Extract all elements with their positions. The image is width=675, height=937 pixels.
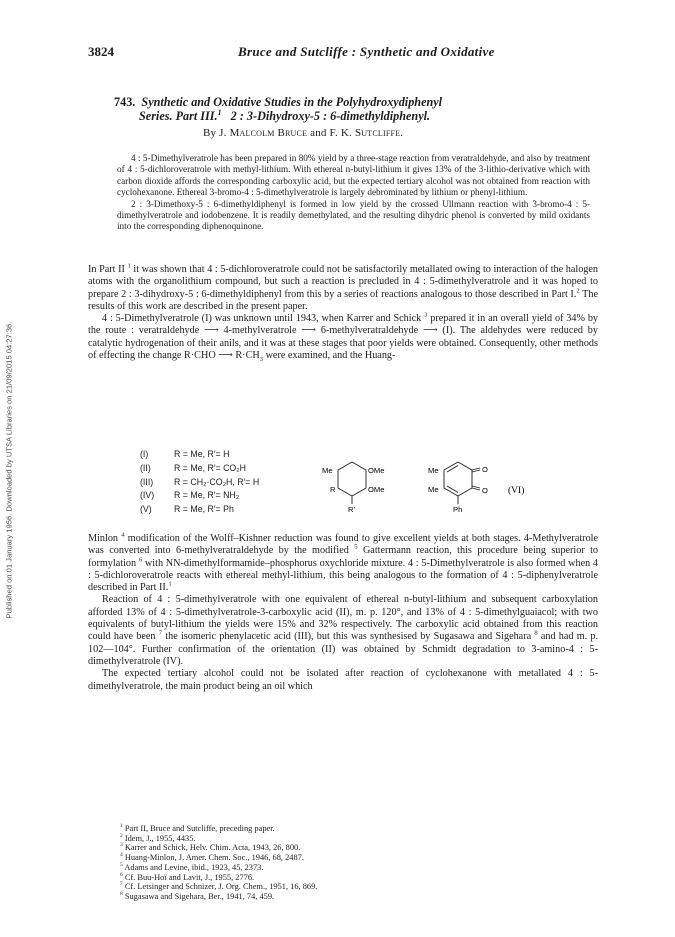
carbonyl-bond [472, 486, 480, 488]
author-line [203, 127, 403, 139]
body-paragraph-3 [88, 533, 598, 594]
footnote [120, 853, 590, 863]
title-compound: 2 : 3-Dihydroxy-5 : 6-dimethyldiphenyl. [230, 109, 431, 123]
body-p1-b: it was shown that 4 : 5-dichloroveratrole could not be satisfactorily metallated owing to interaction of the halogen atoms with the organolithium compound, but such a reaction is precluded in 4 : 5-dimethylveratrole and it was hoped to prepare 2 : 3-dihydroxy-5 : 6-dimethyldiphenyl from this by a series of reactions analogous to those described in Part I. [88, 264, 599, 300]
footnote-number: 2 [120, 832, 123, 839]
ref-mark: 1 [127, 262, 131, 270]
footnote [120, 863, 590, 873]
structure-drawings [308, 448, 578, 530]
label-rprime: R′ [348, 505, 355, 514]
label-ome-top: OMe [368, 466, 385, 475]
ref-mark: 6 [138, 556, 143, 564]
footnote-text: Sugasawa and Sigehara, Ber., 1941, 74, 459. [124, 891, 275, 901]
hexagon-ring [444, 462, 472, 496]
compound-label: (I) [140, 449, 149, 459]
author-name-2: Sutcliffe. [354, 127, 404, 139]
body2-p1-d: with NN-dimethylformamide–phosphorus oxychloride mixture. 4 : 5-Dimethylveratrole is also formed when 4 : 5-dichloroveratrole reacts with ethereal methyl-lithium, this being analogous to the formation of 4 : 5-diphenylveratrole described in Part II. [88, 557, 599, 594]
ref-mark: 7 [158, 629, 163, 637]
article-number: 743. [114, 95, 136, 109]
label-r: R [330, 485, 336, 494]
body-text-bottom [88, 533, 598, 693]
footnote-text: Adams and Levine, ibid., 1923, 45, 2373. [124, 862, 264, 872]
article-title [114, 95, 594, 123]
title-ref: 1 [217, 107, 222, 117]
body2-p1-b: modification of the Wolff–Kishner reduction was found to give excellent yields at both stages. 4-Methylveratrole was converted into 6-methylveratraldehyde by the modified [88, 533, 599, 557]
abstract-paragraph-1: 4 : 5-Dimethylveratrole has been prepared in 80% yield by a three-stage reaction from veratraldehyde, and also by treatment of 4 : 5-dichloroveratrole with methyl-lithium. With ethereal n-butyl-lithium it gives 13% of the 3-lithio-derivative which with carbon dioxide affords the corresponding carboxylic acid, but the expected tertiary alcohol was not obtained from reaction with cyclohexanone. Ethereal 3-bromo-4 : 5-dimethylveratrole is largely debrominated by lithium or phenyl-lithium. [117, 153, 590, 198]
footnote-number: 4 [120, 852, 123, 859]
label-ome-bottom: OMe [368, 485, 385, 494]
title-line-1 [114, 95, 594, 109]
abstract [117, 153, 590, 233]
compound-formula: R = Me, R′= Ph [174, 504, 234, 515]
compound-label: (V) [140, 504, 152, 515]
footnote-text: Idem, J., 1955, 4435. [124, 833, 196, 843]
download-watermark [2, 175, 16, 765]
carbonyl-bond [472, 470, 480, 472]
compound-row [140, 476, 259, 490]
footnote-number: 6 [120, 871, 123, 878]
author-prefix: By J. [203, 127, 227, 139]
footnote-text: Cf. Buu-Hoï and Lavit, J., 1955, 2776. [124, 872, 255, 882]
body-paragraph-5: The expected tertiary alcohol could not be isolated after reaction of cyclohexanone with metallated 4 : 5-dimethylveratrole, the main product being an oil which [88, 668, 598, 692]
ref-mark: 2 [576, 287, 580, 295]
compound-label: (II) [140, 462, 151, 473]
footnote [120, 843, 590, 853]
author-conjunction: and F. K. [310, 127, 352, 139]
title-line-2 [114, 109, 594, 123]
body-paragraph-2 [88, 313, 598, 362]
ref-mark: 5 [354, 543, 358, 551]
ref-mark: 3 [424, 311, 428, 319]
ref-mark: 4 [121, 531, 125, 539]
body-text-top [88, 264, 598, 362]
footnotes [120, 824, 590, 902]
double-bond [447, 466, 458, 473]
structure-figure [88, 448, 598, 530]
subscript: 3 [259, 356, 264, 364]
footnote-text: Huang-Minlon, J. Amer. Chem. Soc., 1946, 68, 2487. [124, 853, 304, 863]
body-p2-a: 4 : 5-Dimethylveratrole (I) was unknown until 1943, when Karrer and Schick [102, 313, 422, 325]
running-head: Bruce and Sutcliffe : Synthetic and Oxidative [238, 44, 495, 59]
footnote [120, 824, 590, 834]
body-p2-c: were examined, and the Huang- [265, 350, 396, 362]
compound-formula: R = CH₂·CO₂H, R′= H [174, 476, 260, 487]
label-me: Me [322, 466, 333, 475]
title-text-2: Series. Part III. [139, 109, 218, 123]
compound-formula: R = Me, R′= H [174, 449, 230, 459]
footnote [120, 882, 590, 892]
body-p2-b: prepared it in an overall yield of 34% by the route : veratraldehyde ⟶ 4-methylveratrole ⟶ 6-methylveratraldehyde ⟶ (I). The aldehydes were reduced by catalytic hydrogenation of their anils, and it was at these stages that poor yields were obtained. Consequently, other methods of effecting the change R·CHO ⟶ R·CH [88, 313, 599, 362]
label-me-bottom: Me [428, 485, 439, 494]
compound-vi-label: (VI) [508, 486, 525, 496]
footnote-text: Part II, Bruce and Sutcliffe, preceding paper. [124, 824, 275, 833]
page-header [88, 44, 598, 62]
label-ph: Ph [453, 505, 463, 514]
ref-mark: 8 [534, 629, 538, 637]
compound-formula: R = Me, R′= NH₂ [174, 490, 240, 501]
label-o-bottom: O [482, 486, 488, 495]
body2-p1-c: Gattermann reaction, this procedure being superior to formylation [88, 545, 599, 569]
body-p1-c: The results of this work are described in the present paper. [88, 288, 598, 312]
footnote [120, 834, 590, 844]
quinone-structure [444, 462, 480, 504]
structure-svg [308, 448, 578, 530]
footnote-text: Cf. Letsinger and Schnizer, J. Org. Chem., 1951, 16, 869. [124, 882, 318, 892]
compound-label: (III) [140, 476, 154, 487]
body2-p2-a: Reaction of 4 : 5-dimethylveratrole with one equivalent of ethereal n-butyl-lithium and subsequent carboxylation afforded 13% of 4 : 5-dimethylveratrole-3-carboxylic acid (II), m. p. 120°, and 13% of 4 : 5-dimethylguaiacol; with two equivalents of butyl-lithium the yields were 15% and 32% respectively. The carboxylic acid obtained from this reaction could have been [88, 594, 598, 643]
footnote-number: 5 [120, 862, 123, 869]
carbonyl-bond [472, 468, 480, 470]
ref-mark: 1 [168, 580, 172, 588]
label-me-top: Me [428, 466, 439, 475]
title-text-1: Synthetic and Oxidative Studies in the Polyhydroxydiphenyl [141, 95, 443, 109]
double-bond [447, 486, 458, 493]
footnote [120, 892, 590, 902]
author-name-1: Malcolm Bruce [229, 127, 308, 139]
compound-row [140, 489, 259, 503]
compound-formula: R = Me, R′= CO₂H [174, 462, 247, 473]
benzene-ring-structure [338, 462, 366, 504]
body2-p2-b: the isomeric phenylacetic acid (III), but this was synthesised by Sugasawa and Sigehara [165, 631, 532, 643]
body2-p2-c: and had m. p. 102—104°. Further confirmation of the orientation (II) was obtained by Schmidt degradation to 3-amino-4 : 5-dimethylveratrole (IV). [88, 631, 599, 667]
body2-p1-a: Minlon [88, 533, 119, 544]
label-o-top: O [482, 465, 488, 474]
download-watermark-text: Published on 01 January 1956. Downloaded by UTSA Libraries on 21/09/2015 04:27:36. [4, 321, 14, 619]
footnote-number: 1 [120, 823, 123, 830]
body-paragraph-1 [88, 264, 598, 313]
compound-label: (IV) [140, 490, 155, 501]
page-number: 3824 [88, 44, 114, 59]
footnote-number: 8 [120, 891, 123, 898]
abstract-paragraph-2: 2 : 3-Dimethoxy-5 : 6-dimethyldiphenyl is formed in low yield by the crossed Ullmann reaction with 3-bromo-4 : 5-dimethylveratrole and iodobenzene. It is readily demethylated, and the resulting dihydric phenol is converted by mild oxidants into the corresponding diphenoquinone. [117, 198, 590, 232]
footnote-text: Karrer and Schick, Helv. Chim. Acta, 1943, 26, 800. [124, 843, 301, 853]
body-p1-a: In Part II [88, 264, 125, 275]
footnote [120, 873, 590, 883]
carbonyl-bond [472, 488, 480, 490]
footnote-number: 3 [120, 842, 123, 849]
compound-row [140, 462, 259, 476]
compound-list [140, 448, 259, 517]
compound-row [140, 448, 259, 462]
hexagon-ring [338, 462, 366, 496]
body-paragraph-4 [88, 594, 598, 668]
compound-row [140, 503, 259, 517]
footnote-number: 7 [120, 881, 123, 888]
